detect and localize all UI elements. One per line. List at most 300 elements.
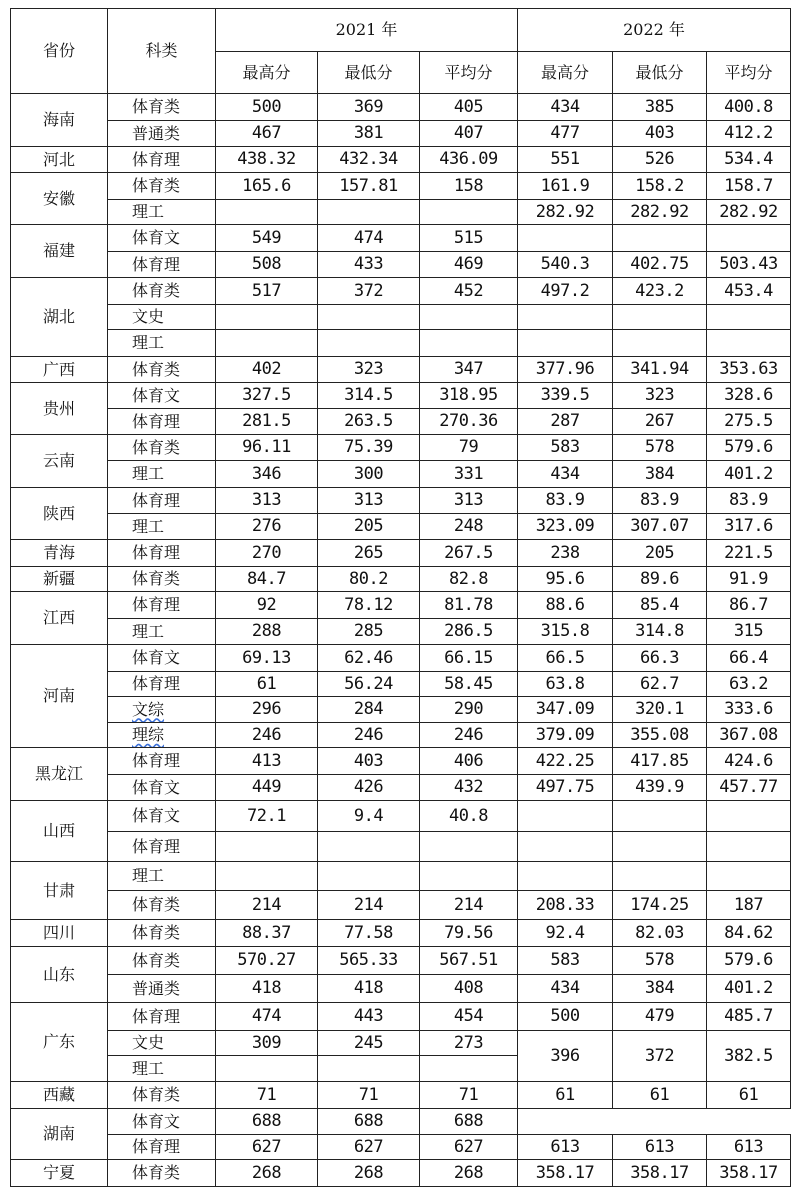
category-label: 理工	[132, 866, 165, 885]
score-cell: 282.92	[613, 200, 707, 225]
score-cell: 270.36	[420, 409, 518, 435]
score-cell	[318, 305, 420, 330]
score-cell: 500	[518, 1003, 613, 1031]
score-cell: 161.9	[518, 173, 613, 200]
category-label: 普通类	[132, 123, 181, 143]
table-row	[11, 801, 791, 832]
score-cell: 83.9	[518, 488, 613, 514]
score-cell: 449	[216, 775, 318, 801]
score-cell: 309	[216, 1031, 318, 1056]
score-cell: 56.24	[318, 672, 420, 697]
score-cell: 61	[707, 1082, 791, 1109]
score-cell: 384	[613, 461, 707, 488]
province-cell: 湖南	[11, 1109, 108, 1160]
province-cell: 宁夏	[11, 1160, 108, 1187]
score-cell: 405	[420, 94, 518, 121]
province-cell: 安徽	[11, 173, 108, 225]
province-cell: 福建	[11, 225, 108, 278]
category-label: 体育理	[132, 595, 181, 614]
score-cell	[518, 832, 613, 862]
category-cell	[108, 1082, 216, 1109]
category-cell	[108, 645, 216, 672]
score-cell	[707, 330, 791, 357]
score-cell-merged: 613	[613, 1135, 707, 1160]
table-row	[11, 1135, 791, 1160]
score-cell: 567.51	[420, 947, 518, 975]
province-cell: 山西	[11, 801, 108, 862]
category-label: 理工	[132, 333, 165, 352]
score-cell: 369	[318, 94, 420, 121]
score-cell: 290	[420, 697, 518, 723]
table-row	[11, 697, 791, 723]
score-cell: 401.2	[707, 975, 791, 1003]
score-cell: 268	[420, 1160, 518, 1187]
category-label: 文史	[132, 307, 165, 326]
category-cell	[108, 94, 216, 121]
score-cell: 307.07	[613, 514, 707, 540]
category-cell	[108, 200, 216, 225]
header-province: 省份	[11, 9, 108, 94]
score-cell	[420, 330, 518, 357]
score-cell: 583	[518, 435, 613, 461]
category-label: 文综	[132, 699, 165, 719]
category-label: 体育类	[132, 950, 181, 970]
score-cell: 62.46	[318, 645, 420, 672]
category-label: 理综	[132, 725, 165, 744]
score-cell: 282.92	[707, 200, 791, 225]
score-cell: 265	[318, 540, 420, 567]
score-cell: 82.03	[613, 920, 707, 947]
province-cell: 陕西	[11, 488, 108, 540]
score-cell: 214	[420, 891, 518, 920]
table-row	[11, 1031, 791, 1056]
score-cell: 434	[518, 94, 613, 121]
score-cell: 403	[318, 748, 420, 775]
score-cell	[707, 305, 791, 330]
score-cell: 273	[420, 1031, 518, 1056]
score-cell: 281.5	[216, 409, 318, 435]
score-cell: 454	[420, 1003, 518, 1031]
province-cell: 四川	[11, 920, 108, 947]
table-row	[11, 891, 791, 920]
score-cell	[420, 832, 518, 862]
category-label: 文史	[132, 1033, 165, 1052]
score-cell: 426	[318, 775, 420, 801]
score-cell	[707, 832, 791, 862]
score-cell	[613, 225, 707, 252]
score-cell: 205	[318, 514, 420, 540]
category-label: 体育类	[132, 1085, 181, 1104]
score-cell: 285	[318, 619, 420, 645]
category-cell	[108, 305, 216, 330]
table-row	[11, 920, 791, 947]
province-cell: 青海	[11, 540, 108, 567]
score-cell: 84.7	[216, 567, 318, 592]
score-cell: 63.8	[518, 672, 613, 697]
table-row	[11, 200, 791, 225]
score-cell: 467	[216, 121, 318, 147]
category-label: 体育类	[132, 359, 181, 379]
category-cell	[108, 540, 216, 567]
header-category: 科类	[108, 9, 216, 94]
header-metric: 最高分	[216, 52, 318, 94]
score-cell: 474	[216, 1003, 318, 1031]
category-label: 理工	[132, 516, 165, 536]
score-cell: 452	[420, 278, 518, 305]
score-cell	[216, 200, 318, 225]
score-cell	[420, 862, 518, 891]
category-cell	[108, 619, 216, 645]
table-row	[11, 330, 791, 357]
score-cell: 517	[216, 278, 318, 305]
table-row	[11, 1082, 791, 1109]
score-cell: 485.7	[707, 1003, 791, 1031]
score-cell: 284	[318, 697, 420, 723]
header-metric: 最低分	[318, 52, 420, 94]
score-cell: 71	[216, 1082, 318, 1109]
table-row	[11, 592, 791, 619]
category-label: 体育理	[132, 543, 181, 562]
category-cell	[108, 567, 216, 592]
score-cell-merged: 382.5	[707, 1031, 791, 1082]
category-label: 体育类	[132, 1163, 181, 1182]
table-row	[11, 645, 791, 672]
score-cell: 40.8	[420, 801, 518, 832]
category-cell	[108, 801, 216, 832]
score-cell	[318, 330, 420, 357]
table-row	[11, 383, 791, 409]
table-row	[11, 147, 791, 173]
score-cell: 77.58	[318, 920, 420, 947]
score-cell	[420, 1056, 518, 1082]
score-cell: 317.6	[707, 514, 791, 540]
header-metric: 最低分	[613, 52, 707, 94]
score-cell: 688	[216, 1109, 318, 1135]
province-cell: 黑龙江	[11, 748, 108, 801]
score-cell: 627	[216, 1135, 318, 1160]
province-cell: 西藏	[11, 1082, 108, 1109]
score-cell: 81.78	[420, 592, 518, 619]
province-cell: 云南	[11, 435, 108, 488]
score-cell: 423.2	[613, 278, 707, 305]
score-cell: 422.25	[518, 748, 613, 775]
category-cell	[108, 862, 216, 891]
score-cell: 579.6	[707, 435, 791, 461]
score-cell: 549	[216, 225, 318, 252]
category-cell	[108, 121, 216, 147]
category-label: 体育理	[132, 674, 181, 693]
score-cell	[518, 801, 613, 832]
category-label: 体育理	[132, 751, 181, 770]
score-cell: 540.3	[518, 252, 613, 278]
score-cell: 402	[216, 357, 318, 383]
table-row	[11, 488, 791, 514]
score-cell: 287	[518, 409, 613, 435]
score-cell: 288	[216, 619, 318, 645]
score-cell: 479	[613, 1003, 707, 1031]
score-cell	[613, 832, 707, 862]
category-label: 理工	[132, 202, 165, 221]
score-cell	[613, 862, 707, 891]
category-label: 体育类	[132, 97, 181, 116]
score-cell: 432.34	[318, 147, 420, 173]
score-cell: 347	[420, 357, 518, 383]
score-cell: 84.62	[707, 920, 791, 947]
score-cell: 443	[318, 1003, 420, 1031]
score-cell-merged: 372	[613, 1031, 707, 1082]
province-cell: 江西	[11, 592, 108, 645]
score-cell: 66.15	[420, 645, 518, 672]
score-cell: 82.8	[420, 567, 518, 592]
category-label: 理工	[132, 464, 165, 483]
province-cell: 贵州	[11, 383, 108, 435]
table-row	[11, 435, 791, 461]
province-cell: 新疆	[11, 567, 108, 592]
category-cell	[108, 723, 216, 748]
table-row	[11, 1160, 791, 1187]
score-cell: 95.6	[518, 567, 613, 592]
score-cell: 500	[216, 94, 318, 121]
score-cell: 379.09	[518, 723, 613, 748]
table-body	[11, 9, 791, 1187]
score-cell	[707, 801, 791, 832]
header-year-2021: 2021 年	[216, 9, 518, 52]
score-cell: 469	[420, 252, 518, 278]
table-row	[11, 121, 791, 147]
score-cell: 276	[216, 514, 318, 540]
score-cell: 268	[216, 1160, 318, 1187]
province-cell: 广东	[11, 1003, 108, 1082]
score-cell: 508	[216, 252, 318, 278]
score-cell: 58.45	[420, 672, 518, 697]
table-row	[11, 748, 791, 775]
score-cell: 165.6	[216, 173, 318, 200]
table-row	[11, 461, 791, 488]
category-label: 体育理	[132, 411, 181, 431]
category-cell	[108, 1003, 216, 1031]
score-cell: 92.4	[518, 920, 613, 947]
score-cell: 296	[216, 697, 318, 723]
category-cell	[108, 672, 216, 697]
table-row	[11, 567, 791, 592]
score-cell: 433	[318, 252, 420, 278]
score-cell: 78.12	[318, 592, 420, 619]
score-cell	[216, 305, 318, 330]
category-cell	[108, 1031, 216, 1056]
score-cell: 66.5	[518, 645, 613, 672]
category-cell	[108, 1109, 216, 1135]
category-label: 体育类	[132, 176, 181, 195]
score-cell: 174.25	[613, 891, 707, 920]
score-cell: 318.95	[420, 383, 518, 409]
province-cell: 山东	[11, 947, 108, 1003]
score-cell: 205	[613, 540, 707, 567]
table-row	[11, 94, 791, 121]
score-cell: 267.5	[420, 540, 518, 567]
province-cell: 海南	[11, 94, 108, 147]
score-cell-merged: 613	[518, 1135, 613, 1160]
category-label: 理工	[132, 621, 165, 641]
category-cell	[108, 920, 216, 947]
score-cell: 85.4	[613, 592, 707, 619]
category-cell	[108, 1135, 216, 1160]
score-cell: 158.7	[707, 173, 791, 200]
category-label: 体育理	[132, 836, 181, 856]
category-label: 体育文	[132, 228, 181, 247]
score-cell: 323	[613, 383, 707, 409]
score-cell: 275.5	[707, 409, 791, 435]
category-cell	[108, 147, 216, 173]
score-cell: 66.3	[613, 645, 707, 672]
table-row	[11, 540, 791, 567]
score-cell: 457.77	[707, 775, 791, 801]
header-metric: 平均分	[707, 52, 791, 94]
score-cell: 314.8	[613, 619, 707, 645]
score-cell	[518, 225, 613, 252]
category-cell	[108, 891, 216, 920]
score-cell: 474	[318, 225, 420, 252]
category-cell	[108, 947, 216, 975]
category-cell	[108, 278, 216, 305]
category-label: 体育理	[132, 490, 181, 510]
category-cell	[108, 1160, 216, 1187]
score-cell: 79	[420, 435, 518, 461]
category-label: 体育理	[132, 1006, 181, 1026]
category-label: 体育文	[132, 806, 181, 825]
category-cell	[108, 975, 216, 1003]
category-label: 普通类	[132, 978, 181, 998]
table-row	[11, 357, 791, 383]
category-cell	[108, 173, 216, 200]
table-row	[11, 775, 791, 801]
score-cell	[613, 305, 707, 330]
table-row	[11, 672, 791, 697]
category-cell	[108, 592, 216, 619]
score-cell: 377.96	[518, 357, 613, 383]
score-cell: 88.6	[518, 592, 613, 619]
score-cell: 526	[613, 147, 707, 173]
table-row	[11, 305, 791, 330]
score-cell: 402.75	[613, 252, 707, 278]
category-cell	[108, 252, 216, 278]
score-cell: 333.6	[707, 697, 791, 723]
score-cell: 313	[318, 488, 420, 514]
score-cell	[707, 225, 791, 252]
table-row	[11, 832, 791, 862]
header-year-2022: 2022 年	[518, 9, 791, 52]
score-cell: 400.8	[707, 94, 791, 121]
table-row	[11, 723, 791, 748]
score-cell: 385	[613, 94, 707, 121]
score-cell: 358.17	[613, 1160, 707, 1187]
category-label: 体育理	[132, 149, 181, 169]
category-cell	[108, 775, 216, 801]
score-cell: 246	[420, 723, 518, 748]
category-label: 体育类	[132, 923, 181, 942]
category-cell	[108, 461, 216, 488]
score-cell: 570.27	[216, 947, 318, 975]
category-label: 体育理	[132, 1137, 181, 1156]
score-table	[10, 8, 791, 1187]
score-cell: 434	[518, 975, 613, 1003]
score-cell: 208.33	[518, 891, 613, 920]
score-cell-merged: 396	[518, 1031, 613, 1082]
score-cell	[318, 200, 420, 225]
category-label: 体育文	[132, 1111, 181, 1131]
score-cell	[216, 862, 318, 891]
score-cell: 268	[318, 1160, 420, 1187]
score-cell: 158	[420, 173, 518, 200]
score-cell: 627	[420, 1135, 518, 1160]
category-label: 体育文	[132, 777, 181, 797]
score-cell: 346	[216, 461, 318, 488]
score-cell: 66.4	[707, 645, 791, 672]
score-cell	[707, 862, 791, 891]
table-row	[11, 409, 791, 435]
score-cell: 61	[216, 672, 318, 697]
score-cell: 583	[518, 947, 613, 975]
score-cell: 88.37	[216, 920, 318, 947]
score-cell: 323	[318, 357, 420, 383]
score-cell: 61	[613, 1082, 707, 1109]
score-cell: 245	[318, 1031, 420, 1056]
score-cell: 403	[613, 121, 707, 147]
score-cell: 286.5	[420, 619, 518, 645]
score-cell: 401.2	[707, 461, 791, 488]
category-cell	[108, 409, 216, 435]
score-cell: 453.4	[707, 278, 791, 305]
score-cell: 246	[216, 723, 318, 748]
score-cell: 83.9	[707, 488, 791, 514]
score-cell: 157.81	[318, 173, 420, 200]
score-cell: 71	[318, 1082, 420, 1109]
category-cell	[108, 832, 216, 862]
score-cell: 432	[420, 775, 518, 801]
score-cell: 315.8	[518, 619, 613, 645]
score-cell: 69.13	[216, 645, 318, 672]
province-cell: 甘肃	[11, 862, 108, 920]
score-cell	[613, 330, 707, 357]
table-row	[11, 975, 791, 1003]
score-cell: 341.94	[613, 357, 707, 383]
header-metric: 最高分	[518, 52, 613, 94]
score-cell: 80.2	[318, 567, 420, 592]
score-cell: 418	[318, 975, 420, 1003]
score-cell: 497.75	[518, 775, 613, 801]
score-cell: 384	[613, 975, 707, 1003]
score-cell: 497.2	[518, 278, 613, 305]
category-cell	[108, 383, 216, 409]
table-row	[11, 225, 791, 252]
score-cell: 418	[216, 975, 318, 1003]
score-cell: 355.08	[613, 723, 707, 748]
score-cell	[420, 200, 518, 225]
category-cell	[108, 1056, 216, 1082]
score-cell: 63.2	[707, 672, 791, 697]
score-cell: 61	[518, 1082, 613, 1109]
score-cell: 358.17	[518, 1160, 613, 1187]
score-cell: 565.33	[318, 947, 420, 975]
category-label: 体育类	[132, 437, 181, 457]
score-cell: 9.4	[318, 801, 420, 832]
score-cell: 579.6	[707, 947, 791, 975]
score-cell	[518, 305, 613, 330]
table-row	[11, 278, 791, 305]
score-cell: 214	[216, 891, 318, 920]
score-cell: 328.6	[707, 383, 791, 409]
table-row	[11, 947, 791, 975]
score-cell: 515	[420, 225, 518, 252]
